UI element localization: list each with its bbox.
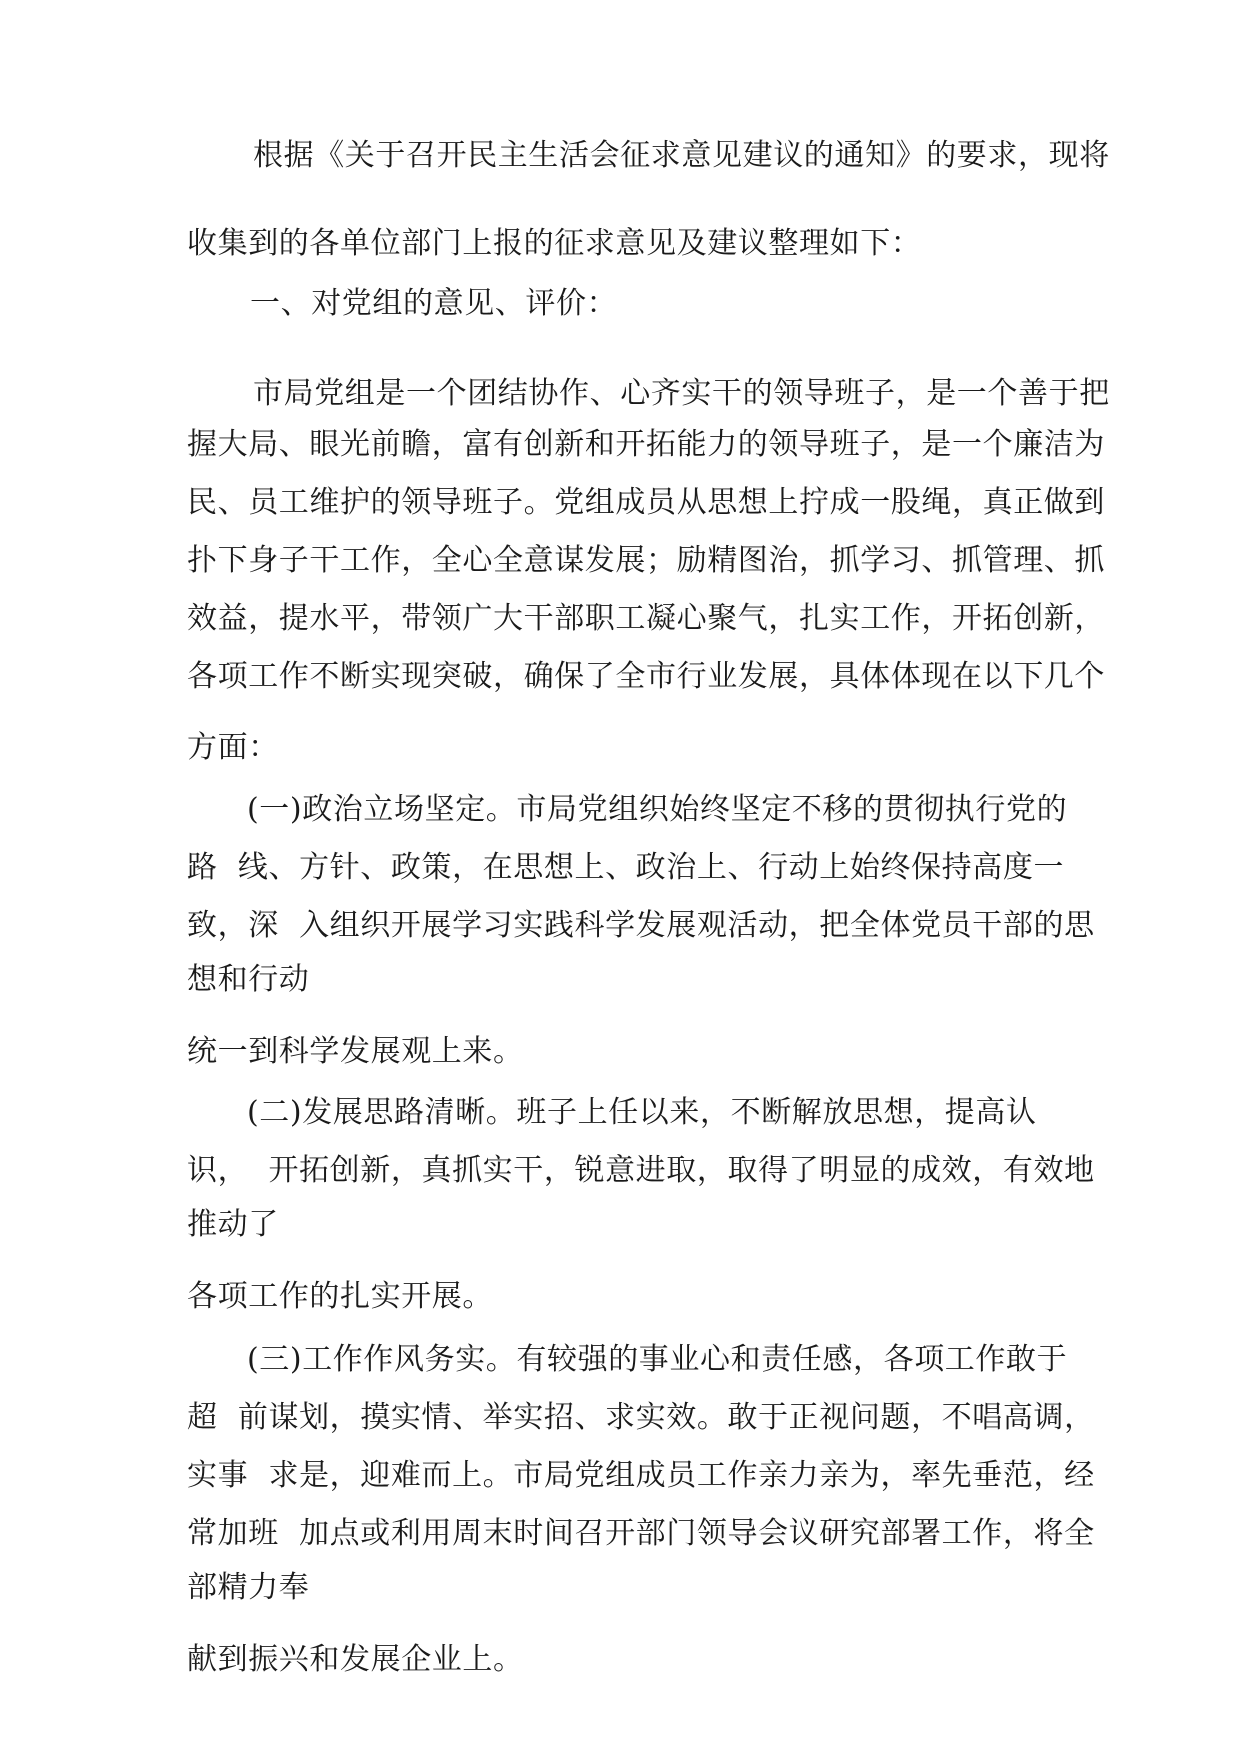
paragraph-line: 收集到的各单位部门上报的征求意见及建议整理如下： — [187, 226, 922, 261]
subsection-line: (三)工作作风务实。有较强的事业心和责任感，各项工作敢于 — [247, 1342, 1068, 1377]
paragraph-line: 统一到科学发展观上来。 — [187, 1034, 524, 1069]
paragraph-line: 各项工作的扎实开展。 — [187, 1279, 493, 1314]
paragraph-line: 民、员工维护的领导班子。党组成员从思想上拧成一股绳，真正做到 — [187, 485, 1105, 520]
section-heading: 一、对党组的意见、评价： — [250, 286, 618, 321]
paragraph-line: 致，深 入组织开展学习实践科学发展观活动，把全体党员干部的思 — [187, 908, 1095, 943]
paragraph-line: 实事 求是，迎难而上。市局党组成员工作亲力亲为，率先垂范，经 — [187, 1458, 1095, 1493]
paragraph-line: 常加班 加点或利用周末时间召开部门领导会议研究部署工作，将全 — [187, 1516, 1095, 1551]
paragraph-line: 效益，提水平，带领广大干部职工凝心聚气，扎实工作，开拓创新， — [187, 601, 1105, 636]
paragraph-line: 想和行动 — [187, 962, 310, 997]
paragraph-line: 方面： — [187, 730, 279, 765]
paragraph-line: 推动了 — [187, 1207, 279, 1242]
paragraph-line: 识， 开拓创新，真抓实干，锐意进取，取得了明显的成效，有效地 — [187, 1153, 1095, 1188]
paragraph-line: 扑下身子干工作，全心全意谋发展；励精图治，抓学习、抓管理、抓 — [187, 543, 1105, 578]
paragraph-line: 根据《关于召开民主生活会征求意见建议的通知》的要求，现将 — [253, 138, 1110, 173]
paragraph-line: 超 前谋划，摸实情、举实招、求实效。敢于正视问题，不唱高调， — [187, 1400, 1095, 1435]
paragraph-line: 握大局、眼光前瞻，富有创新和开拓能力的领导班子，是一个廉洁为 — [187, 427, 1105, 462]
paragraph-line: 各项工作不断实现突破，确保了全市行业发展，具体体现在以下几个 — [187, 659, 1105, 694]
paragraph-line: 献到振兴和发展企业上。 — [187, 1642, 524, 1677]
subsection-line: (一)政治立场坚定。市局党组织始终坚定不移的贯彻执行党的 — [247, 792, 1068, 827]
paragraph-line: 路 线、方针、政策，在思想上、政治上、行动上始终保持高度一 — [187, 850, 1065, 885]
paragraph-line: 市局党组是一个团结协作、心齐实干的领导班子，是一个善于把 — [253, 376, 1110, 411]
subsection-line: (二)发展思路清晰。班子上任以来，不断解放思想，提高认 — [247, 1095, 1037, 1130]
paragraph-line: 部精力奉 — [187, 1570, 310, 1605]
